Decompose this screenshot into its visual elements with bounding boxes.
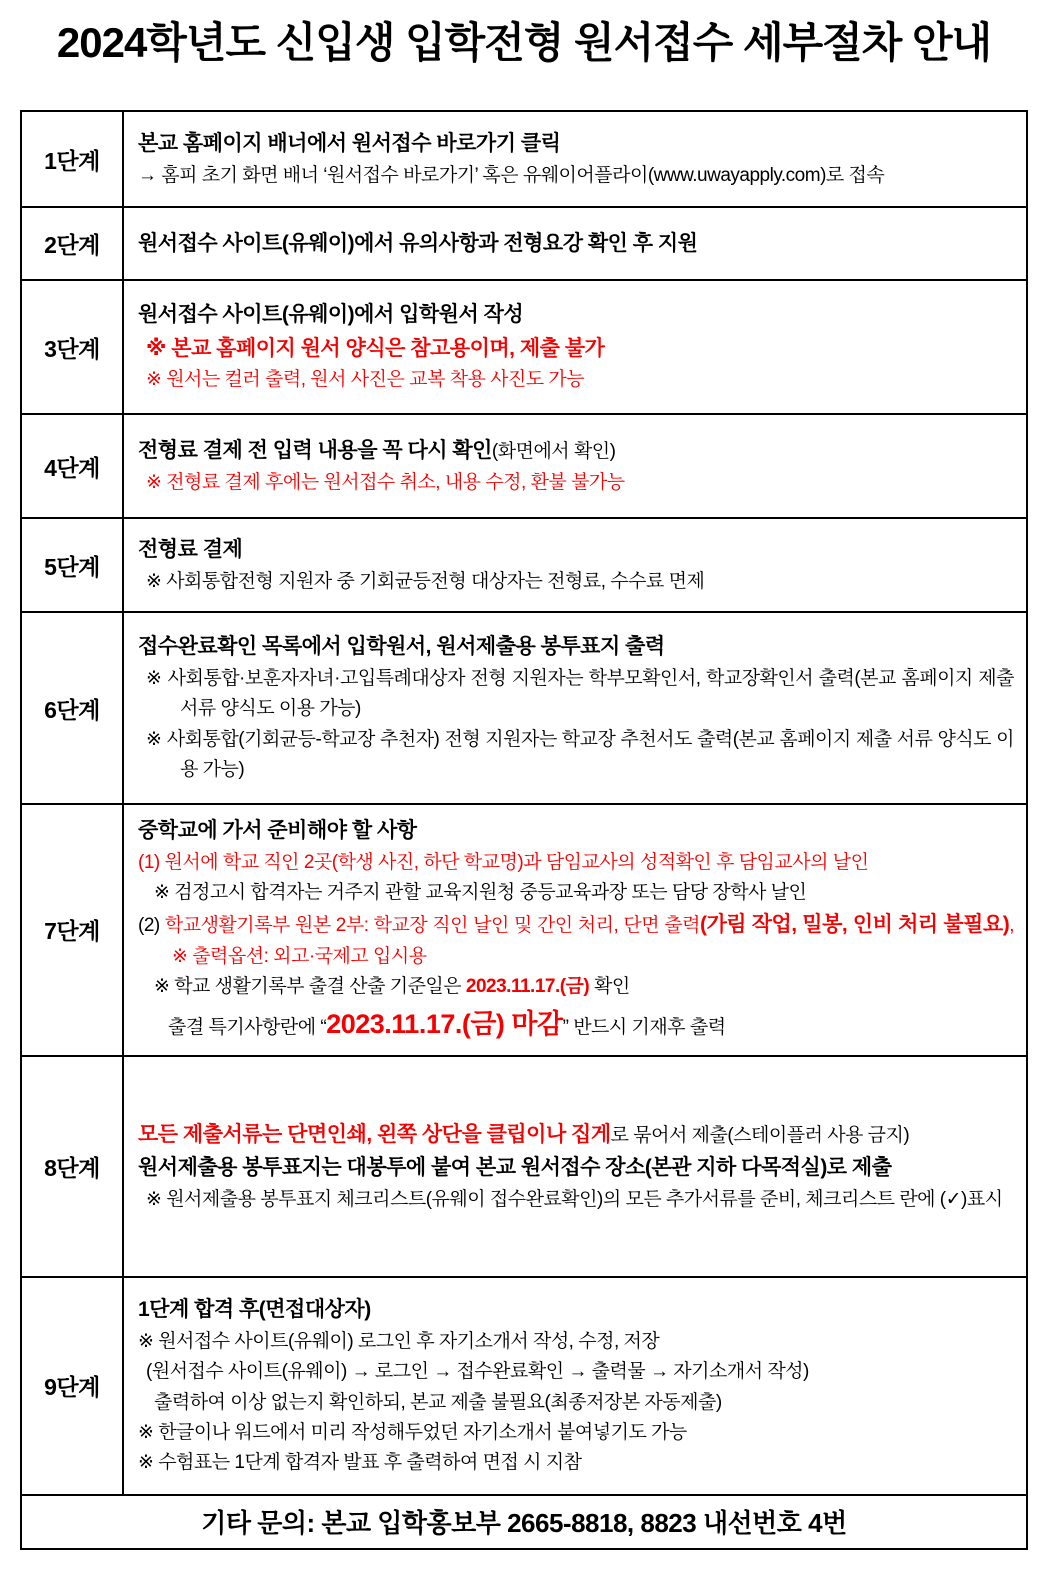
content-line — [138, 434, 1014, 468]
text-segment: (가림 작업, 밀봉, 인비 처리 불필요) — [699, 913, 1010, 937]
text-segment: 출력하여 이상 없는지 확인하되, 본교 제출 불필요(최종저장본 자동제출) — [154, 1391, 722, 1413]
content-line — [138, 630, 1014, 664]
text-segment: ※ 검정고시 합격자는 거주지 관할 교육지원청 중등교육과장 또는 담당 장학사 날인 — [154, 881, 807, 903]
text-segment: 2023.11.17.(금) — [465, 976, 590, 998]
step-content — [123, 1056, 1027, 1277]
step-content — [123, 804, 1027, 1056]
text-segment: 로 묶어서 제출(스테이플러 사용 금지) — [610, 1124, 910, 1146]
page-title: 2024학년도 신입생 입학전형 원서접수 세부절차 안내 — [56, 19, 992, 66]
content-line — [138, 1327, 1014, 1357]
step-label: 9단계 — [21, 1277, 123, 1495]
content-line — [138, 1151, 1014, 1185]
step-content — [123, 414, 1027, 518]
step-content — [123, 518, 1027, 612]
text-segment: ※ 학교 생활기록부 출결 산출 기준일은 — [154, 976, 466, 998]
table-row — [21, 207, 1027, 280]
table-row — [21, 612, 1027, 804]
text-segment: ※ 사회통합(기회균등-학교장 추천자) 전형 지원자는 학교장 추천서도 출력(본교 홈페이지 제출 서류 양식도 이용 가능) — [146, 728, 1014, 781]
step-label: 4단계 — [21, 414, 123, 518]
text-segment: ※ 한글이나 워드에서 미리 작성해두었던 자기소개서 붙여넣기도 가능 — [138, 1421, 687, 1443]
text-segment: 전형료 결제 전 입력 내용을 꼭 다시 확인 — [138, 439, 492, 462]
content-line — [138, 1118, 1014, 1152]
content-line — [138, 332, 1014, 366]
content-line — [138, 972, 1014, 1002]
content-line — [138, 533, 1014, 567]
step-label: 1단계 — [21, 111, 123, 207]
step-label: 6단계 — [21, 612, 123, 804]
text-segment: ※ 전형료 결제 후에는 원서접수 취소, 내용 수정, 환불 불가능 — [146, 471, 625, 493]
footer-row — [21, 1495, 1027, 1549]
text-segment: , ※ 출력옵션: 외고·국제고 입시용 — [172, 915, 1015, 967]
text-segment: 확인 — [589, 976, 630, 998]
step-content — [123, 280, 1027, 414]
table-row — [21, 1277, 1027, 1495]
step-content — [123, 612, 1027, 804]
text-segment: ※ 사회통합·보훈자자녀·고입특례대상자 전형 지원자는 학부모확인서, 학교장확인서 출력(본교 홈페이지 제출 서류 양식도 이용 가능) — [146, 668, 1014, 720]
text-segment: 1단계 합격 후(면접대상자) — [138, 1298, 371, 1322]
text-segment: (2) — [138, 915, 165, 937]
content-line — [138, 468, 1014, 498]
text-segment: (화면에서 확인) — [491, 441, 616, 462]
content-line — [138, 127, 1014, 161]
content-line — [138, 1418, 1014, 1448]
content-line — [138, 1357, 1014, 1387]
procedure-table — [20, 110, 1028, 1550]
text-segment: ※ 원서접수 사이트(유웨이) 로그인 후 자기소개서 작성, 수정, 저장 — [138, 1330, 660, 1352]
step-content — [123, 207, 1027, 280]
content-line — [138, 848, 1014, 878]
text-segment: ” 반드시 기재후 출력 — [562, 1016, 726, 1038]
table-row — [21, 111, 1027, 207]
table-row — [21, 804, 1027, 1056]
text-segment: ※ 원서제출용 봉투표지 체크리스트(유웨이 접수완료확인)의 모든 추가서류를 준비, 체크리스트 란에 (✓)표시 — [146, 1188, 1003, 1210]
step-content — [123, 111, 1027, 207]
content-line — [138, 1003, 1014, 1046]
footer-note: 기타 문의: 본교 입학홍보부 2665-8818, 8823 내선번호 4번 — [21, 1495, 1027, 1549]
step-label: 7단계 — [21, 804, 123, 1056]
table-footer — [21, 1495, 1027, 1549]
text-segment: 2023.11.17.(금) 마감 — [326, 1008, 563, 1039]
text-segment: ※ 본교 홈페이지 원서 양식은 참고용이며, 제출 불가 — [146, 336, 605, 360]
step-label: 8단계 — [21, 1056, 123, 1277]
step-label: 3단계 — [21, 280, 123, 414]
text-segment: 원서제출용 봉투표지는 대봉투에 붙여 본교 원서접수 장소(본관 지하 다목적실)로 제출 — [138, 1156, 892, 1180]
text-segment: 본교 홈페이지 배너에서 원서접수 바로가기 클릭 — [138, 132, 561, 155]
content-line — [138, 567, 1014, 597]
content-line — [138, 1388, 1014, 1418]
content-line — [138, 298, 1014, 332]
step-label: 2단계 — [21, 207, 123, 280]
table-row — [21, 414, 1027, 518]
steps-body — [21, 111, 1027, 1495]
content-line — [138, 814, 1014, 848]
text-segment: 모든 제출서류는 단면인쇄, 왼쪽 상단을 클립이나 집게 — [138, 1122, 611, 1146]
table-row — [21, 518, 1027, 612]
text-segment: (원서접수 사이트(유웨이) → 로그인 → 접수완료확인 → 출력물 → 자기소개서 작성) — [146, 1361, 809, 1383]
content-line — [138, 878, 1014, 908]
text-segment: 출결 특기사항란에 “ — [168, 1016, 327, 1038]
text-segment: ※ 수험표는 1단계 합격자 발표 후 출력하여 면접 시 지참 — [138, 1452, 582, 1474]
text-segment: 원서접수 사이트(유웨이)에서 입학원서 작성 — [138, 303, 524, 327]
content-line — [138, 1185, 1014, 1215]
content-line — [138, 1448, 1014, 1478]
text-segment: 학교생활기록부 원본 2부: 학교장 직인 날인 및 간인 처리, 단면 출력 — [164, 915, 700, 937]
content-line — [138, 161, 1014, 191]
text-segment: ※ 원서는 컬러 출력, 원서 사진은 교복 착용 사진도 가능 — [146, 369, 585, 391]
table-row — [21, 1056, 1027, 1277]
table-row — [21, 280, 1027, 414]
content-line — [138, 365, 1014, 395]
text-segment: ※ 사회통합전형 지원자 중 기회균등전형 대상자는 전형료, 수수료 면제 — [146, 570, 705, 592]
content-line — [138, 725, 1014, 786]
text-segment: 원서접수 사이트(유웨이)에서 유의사항과 전형요강 확인 후 지원 — [138, 231, 698, 255]
text-segment: → 홈피 초기 화면 배너 ‘원서접수 바로가기’ 혹은 유웨이어플라이(www.uwayapply.com)로 접속 — [138, 164, 885, 186]
content-line — [138, 1293, 1014, 1327]
step-label: 5단계 — [21, 518, 123, 612]
text-segment: 전형료 결제 — [138, 538, 243, 561]
text-segment: 중학교에 가서 준비해야 할 사항 — [138, 819, 417, 842]
content-line — [138, 664, 1014, 725]
step-content — [123, 1277, 1027, 1495]
content-line — [138, 908, 1014, 972]
content-line — [138, 227, 1014, 261]
text-segment: (1) 원서에 학교 직인 2곳(학생 사진, 하단 학교명)과 담임교사의 성적확인 후 담임교사의 날인 — [138, 851, 869, 873]
text-segment: 접수완료확인 목록에서 입학원서, 원서제출용 봉투표지 출력 — [138, 635, 665, 659]
